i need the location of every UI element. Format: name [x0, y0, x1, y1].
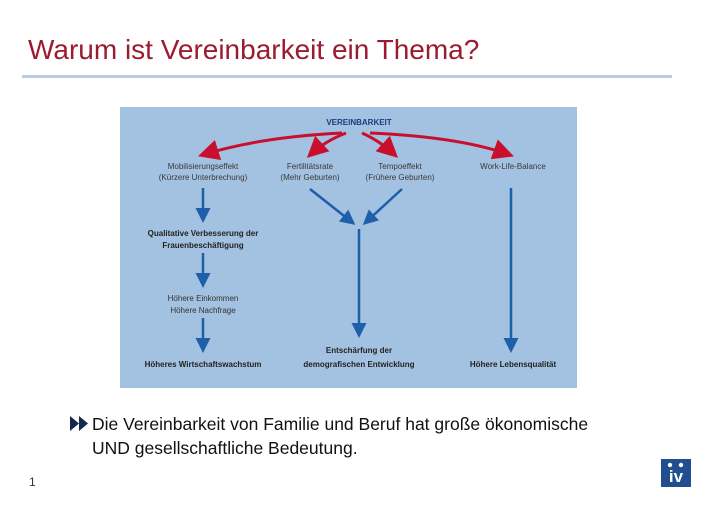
outcome-entschaerfung-line2: demografischen Entwicklung: [303, 360, 415, 369]
arrow-tempo-to-merge: [365, 189, 402, 223]
flow-arrows: [203, 188, 511, 350]
vereinbarkeit-diagram: [120, 107, 577, 388]
svg-text:iv: iv: [668, 467, 684, 486]
effect-label-mobilisierung: Mobilisierungseffekt: [167, 162, 239, 171]
double-arrow-right-icon: [70, 416, 90, 431]
outcome-entschaerfung-line1: Entschärfung der: [325, 346, 393, 355]
effect-sublabel-tempo: (Frühere Geburten): [365, 173, 435, 182]
bullet-point: [70, 412, 590, 460]
effect-label-fertilitaet: Fertilitätsrate: [286, 162, 334, 171]
node-einkommen-line2: Höhere Nachfrage: [170, 306, 236, 315]
outcome-lebensqualitaet: Höhere Lebensqualität: [469, 360, 557, 369]
arrow-root-to-tempo: [362, 133, 395, 155]
title-divider: [22, 75, 672, 78]
slide-title: Warum ist Vereinbarkeit ein Thema?: [28, 34, 480, 65]
root-label: VEREINBARKEIT: [326, 118, 392, 127]
effect-label-tempo: Tempoeffekt: [378, 162, 422, 171]
node-einkommen-line1: Höhere Einkommen: [167, 294, 239, 303]
iv-logo: [661, 459, 691, 487]
outcome-wachstum: Höheres Wirtschaftswachstum: [144, 360, 262, 369]
effect-label-worklife: Work-Life-Balance: [480, 162, 546, 171]
root-arrows: [202, 133, 510, 155]
page-number: 1: [29, 475, 36, 489]
iv-logo-mark: [661, 459, 691, 487]
bullet-text: Die Vereinbarkeit von Familie und Beruf hat große ökonomische UND gesellschaftliche Bedeutung.: [92, 414, 589, 458]
effect-sublabel-fertilitaet: (Mehr Geburten): [280, 173, 340, 182]
diagram-svg: [120, 107, 577, 388]
arrow-root-to-mobilisierung: [202, 133, 342, 155]
node-qualitativ-line1: Qualitative Verbesserung der: [147, 229, 259, 238]
arrow-root-to-fertilitaet: [310, 133, 346, 155]
arrow-fertilitaet-to-merge: [310, 189, 353, 223]
effect-sublabel-mobilisierung: (Kürzere Unterbrechung): [158, 173, 248, 182]
node-qualitativ-line2: Frauenbeschäftigung: [162, 241, 244, 250]
